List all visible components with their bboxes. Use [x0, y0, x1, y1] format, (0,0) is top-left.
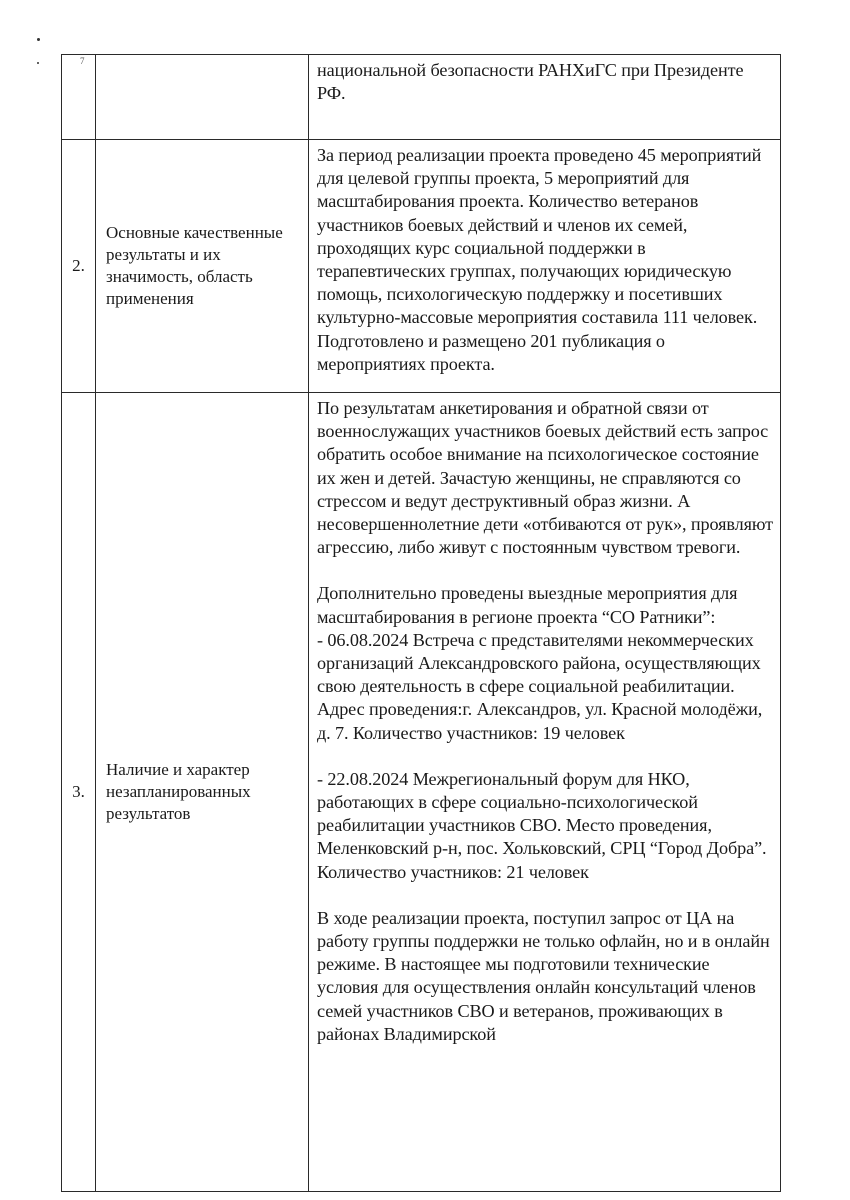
- scan-mark: 7: [80, 56, 85, 66]
- row-number-cell: 2.: [62, 140, 96, 393]
- content-paragraph: - 06.08.2024 Встреча с представителями некоммерческих организаций Александровского района, осуществляющих свою деятельность в сфере социальной реабилитации. Адрес проведения:г. Александров, ул. Красной молодёжи, д. 7. Количество участников: 19 человек: [317, 629, 763, 743]
- content-paragraph: - 22.08.2024 Межрегиональный форум для НКО, работающих в сфере социально-психологической реабилитации участников СВО. Место проведения, Меленковский р-н, пос. Хольковский, СРЦ “Город Добра”. Количество участников: 21 человек: [317, 768, 767, 882]
- content-paragraph: В ходе реализации проекта, поступил запрос от ЦА на работу группы поддержки не только офлайн, но и в онлайн режиме. В настоящее мы подготовили технические условия для осуществления онлайн консультаций членов семей участников СВО и ветеранов, проживающих в районах Владимирской: [317, 907, 770, 1044]
- content-paragraph: За период реализации проекта проведено 45 мероприятий для целевой группы проекта, 5 мероприятий для масштабирования проекта. Количество ветеранов участников боевых действий и членов их семей, проходящих курс социальной поддержки в терапевтических группах, получающих юридическую помощь, психологическую поддержку и посетивших культурно-массовые мероприятия составила 111 человек. Подготовлено и размещено 201 публикация о мероприятиях проекта.: [317, 145, 762, 374]
- row-label-cell: Наличие и характер незапланированных результатов: [96, 393, 309, 1192]
- scan-speck: [37, 62, 39, 64]
- scan-speck: [37, 38, 40, 41]
- row-content-cell: [309, 140, 781, 393]
- table-row: [62, 393, 781, 1192]
- content-paragraph: По результатам анкетирования и обратной связи от военнослужащих участников боевых действий есть запрос обратить особое внимание на психологическое состояние их жен и детей. Зачастую женщины, не справляются со стрессом и ведут деструктивный образ жизни. А несовершеннолетние дети «отбиваются от рук», проявляют агрессию, либо живут с постоянным чувством тревоги.: [317, 398, 773, 558]
- results-table: [61, 54, 781, 1192]
- row-number-cell: [62, 55, 96, 140]
- table-row: [62, 140, 781, 393]
- table-row: [62, 55, 781, 140]
- row-content-cell: [309, 393, 781, 1192]
- row-number-cell: 3.: [62, 393, 96, 1192]
- row-label-cell: Основные качественные результаты и их значимость, область применения: [96, 140, 309, 393]
- content-paragraph: Дополнительно проведены выездные мероприятия для масштабирования в регионе проекта “СО Ратники”:: [317, 583, 738, 627]
- content-paragraph: национальной безопасности РАНХиГС при Президенте РФ.: [317, 60, 744, 104]
- row-content-cell: [309, 55, 781, 140]
- row-label-cell: [96, 55, 309, 140]
